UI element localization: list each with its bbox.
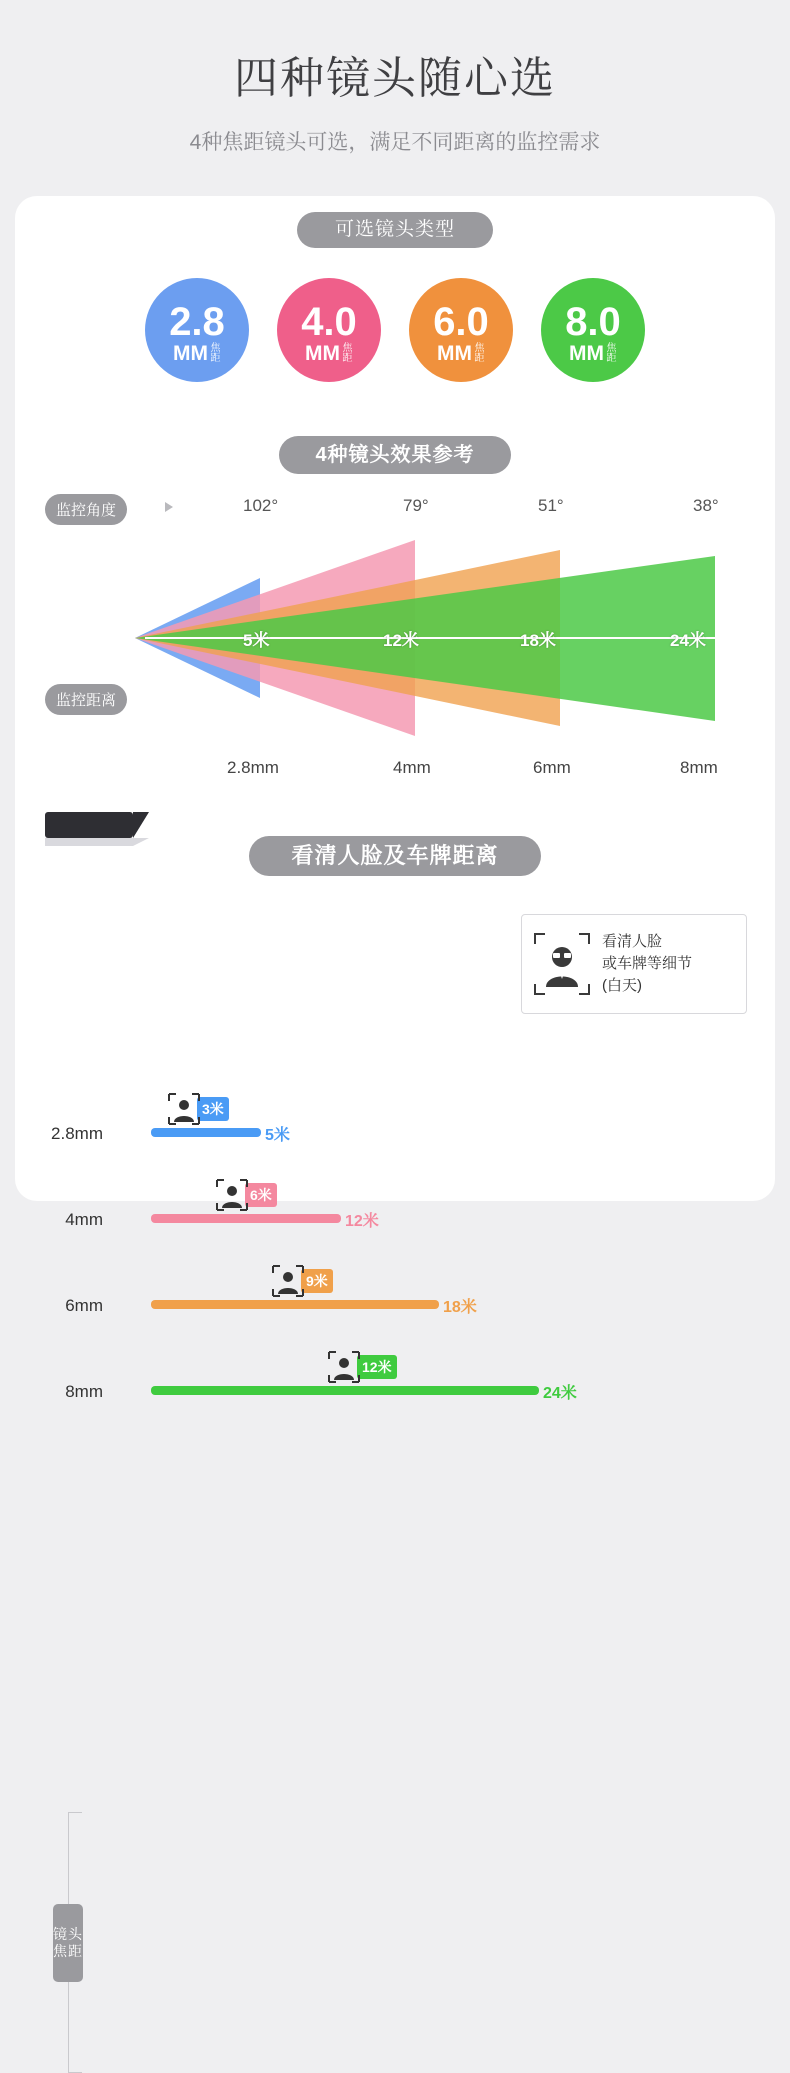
fov-diagram [15,486,775,786]
camera-icon [45,808,155,848]
bar-lens-label: 8mm [65,1382,103,1401]
focal-axis-label: 镜头焦距 [53,1904,83,1982]
focal-label-4mm: 4mm [393,758,431,777]
person-marker [215,1178,277,1212]
lens-circle-8-0 [541,278,645,382]
detail-line-3: (白天) [602,977,642,994]
bar-fill [151,1386,539,1395]
detail-line-1: 看清人脸 [602,933,663,950]
bar-fill [151,1128,261,1137]
lens-number: 4.0 [301,299,357,344]
lens-unit: MM [305,341,340,365]
detail-line-2: 或车牌等细节 [602,955,693,972]
bar-fill [151,1214,341,1223]
lens-unit: MM [437,341,472,365]
person-icon [327,1350,361,1384]
lens-number: 6.0 [433,299,489,344]
page-subtitle: 4种焦距镜头可选，满足不同距离的监控需求 [189,131,601,154]
focal-label-8mm: 8mm [680,758,718,777]
angle-label-6: 51° [538,496,564,515]
page-title: 四种镜头随心选 [234,54,556,103]
focal-axis-cap-top [68,1812,82,1813]
person-distance: 6米 [245,1183,277,1207]
lens-sub: 焦距 [474,342,485,364]
angle-label-4: 79° [403,496,429,515]
bar-end-label: 18米 [443,1299,477,1316]
bar-lens-label: 2.8mm [51,1124,103,1143]
bar-row [15,1359,775,1424]
face-plate-label: 看清人脸及车牌距离 [249,836,541,876]
bar-lens-label: 4mm [65,1210,103,1229]
lens-unit: MM [173,341,208,365]
lens-circle-2-8 [145,278,249,382]
detail-info-text [602,931,692,997]
lens-number: 8.0 [565,299,621,344]
distance-label-24m: 24米 [670,631,706,650]
bar-end-label: 5米 [265,1127,290,1144]
person-icon [215,1178,249,1212]
lens-unit: MM [569,341,604,365]
angle-arrow-icon [165,502,173,512]
person-marker [327,1350,397,1384]
person-icon [167,1092,201,1126]
bar-row [15,1273,775,1338]
content-card [15,196,775,1959]
lens-circle-list [15,278,775,382]
lens-sub: 焦距 [210,342,221,364]
bar-lens-label: 6mm [65,1296,103,1315]
lens-sub: 焦距 [606,342,617,364]
lens-types-label: 可选镜头类型 [297,212,493,248]
distance-label-5m: 5米 [243,631,270,650]
angle-label-2-8: 102° [243,496,279,515]
angle-label-8: 38° [693,496,719,515]
person-distance: 9米 [301,1269,333,1293]
face-detect-icon [534,933,590,995]
lens-number: 2.8 [169,299,225,344]
lens-circle-6-0 [409,278,513,382]
person-marker [167,1092,229,1126]
person-marker [271,1264,333,1298]
bar-fill [151,1300,439,1309]
person-distance: 12米 [357,1355,397,1379]
distance-label-12m: 12米 [383,631,419,650]
bar-row [15,1101,775,1166]
distance-label-18m: 18米 [520,631,556,650]
focal-label-6mm: 6mm [533,758,571,777]
person-icon [271,1264,305,1298]
bar-end-label: 24米 [543,1385,577,1402]
detail-info-box [521,914,747,1014]
person-avatar-icon [534,933,590,995]
lens-sub: 焦距 [342,342,353,364]
bar-end-label: 12米 [345,1213,379,1230]
effect-reference-label: 4种镜头效果参考 [279,436,511,474]
person-distance: 3米 [197,1097,229,1121]
lens-circle-4-0 [277,278,381,382]
bar-row [15,1187,775,1252]
monitor-distance-tag: 监控距离 [45,684,127,715]
monitor-angle-tag: 监控角度 [45,494,127,525]
focal-label-2-8mm: 2.8mm [227,758,279,777]
